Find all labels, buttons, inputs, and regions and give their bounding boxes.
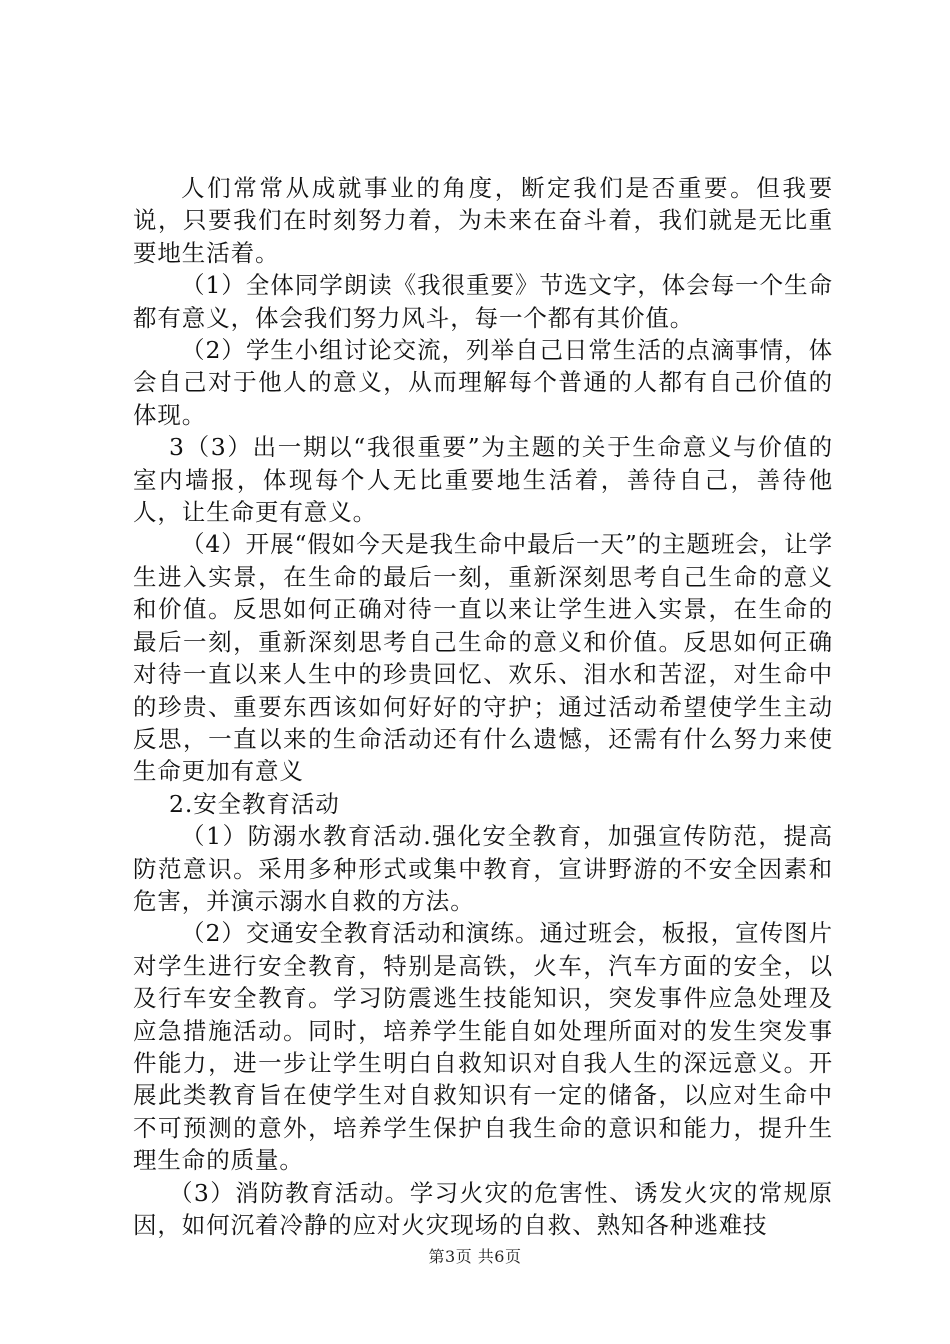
page-footer: 第3页 共6页 <box>428 1247 522 1266</box>
paragraph-safety-3: （3）消防教育活动。学习火灾的危害性、诱发火灾的常规原因，如何沉着冷静的应对火灾现场的自救、熟知各种逃难技 <box>133 1178 833 1239</box>
document-body <box>133 172 833 1241</box>
section-heading-safety: 2.安全教育活动 <box>169 789 340 818</box>
paragraph-item-4: （4）开展“假如今天是我生命中最后一天”的主题班会，让学生进入实景，在生命的最后一刻，重新深刻思考自己生命的意义和价值。反思如何正确对待一直以来让学生进入实景，在生命的最后一刻，重新深刻思考自己生命的意义和价值。反思如何正确对待一直以来人生中的珍贵回忆、欢乐、泪水和苦涩，对生命中的珍贵、重要东西该如何好好的守护；通过活动希望使学生主动反思，一直以来的生命活动还有什么遗憾，还需有什么努力来使生命更加有意义 <box>133 530 833 786</box>
paragraph-intro: 人们常常从成就事业的角度，断定我们是否重要。但我要说，只要我们在时刻努力着，为未来在奋斗着，我们就是无比重要地生活着。 <box>133 174 833 267</box>
paragraph-item-1: （1）全体同学朗读《我很重要》节选文字，体会每一个生命都有意义，体会我们努力风斗，每一个都有其价值。 <box>133 271 833 332</box>
paragraph-item-3: 3（3）出一期以“我很重要”为主题的关于生命意义与价值的室内墙报，体现每个人无比重要地生活着，善待自己，善待他人，让生命更有意义。 <box>133 433 833 527</box>
paragraph-item-2: （2）学生小组讨论交流，列举自己日常生活的点滴事情，体会自己对于他人的意义，从而理解每个普通的人都有自己价值的体现。 <box>133 336 833 429</box>
paragraph-safety-1: （1）防溺水教育活动.强化安全教育，加强宣传防范，提高防范意识。采用多种形式或集中教育，宣讲野游的不安全因素和危害，并演示溺水自救的方法。 <box>133 822 833 915</box>
paragraph-safety-2: （2）交通安全教育活动和演练。通过班会，板报，宣传图片对学生进行安全教育，特别是高铁，火车，汽车方面的安全，以及行车安全教育。学习防震逃生技能知识，突发事件应急处理及应急措施活动。同时，培养学生能自如处理所面对的发生突发事件能力，进一步让学生明白自救知识对自我人生的深远意义。开展此类教育旨在使学生对自救知识有一定的储备，以应对生命中不可预测的意外，培养学生保护自我生命的意识和能力，提升生理生命的质量。 <box>133 919 833 1175</box>
